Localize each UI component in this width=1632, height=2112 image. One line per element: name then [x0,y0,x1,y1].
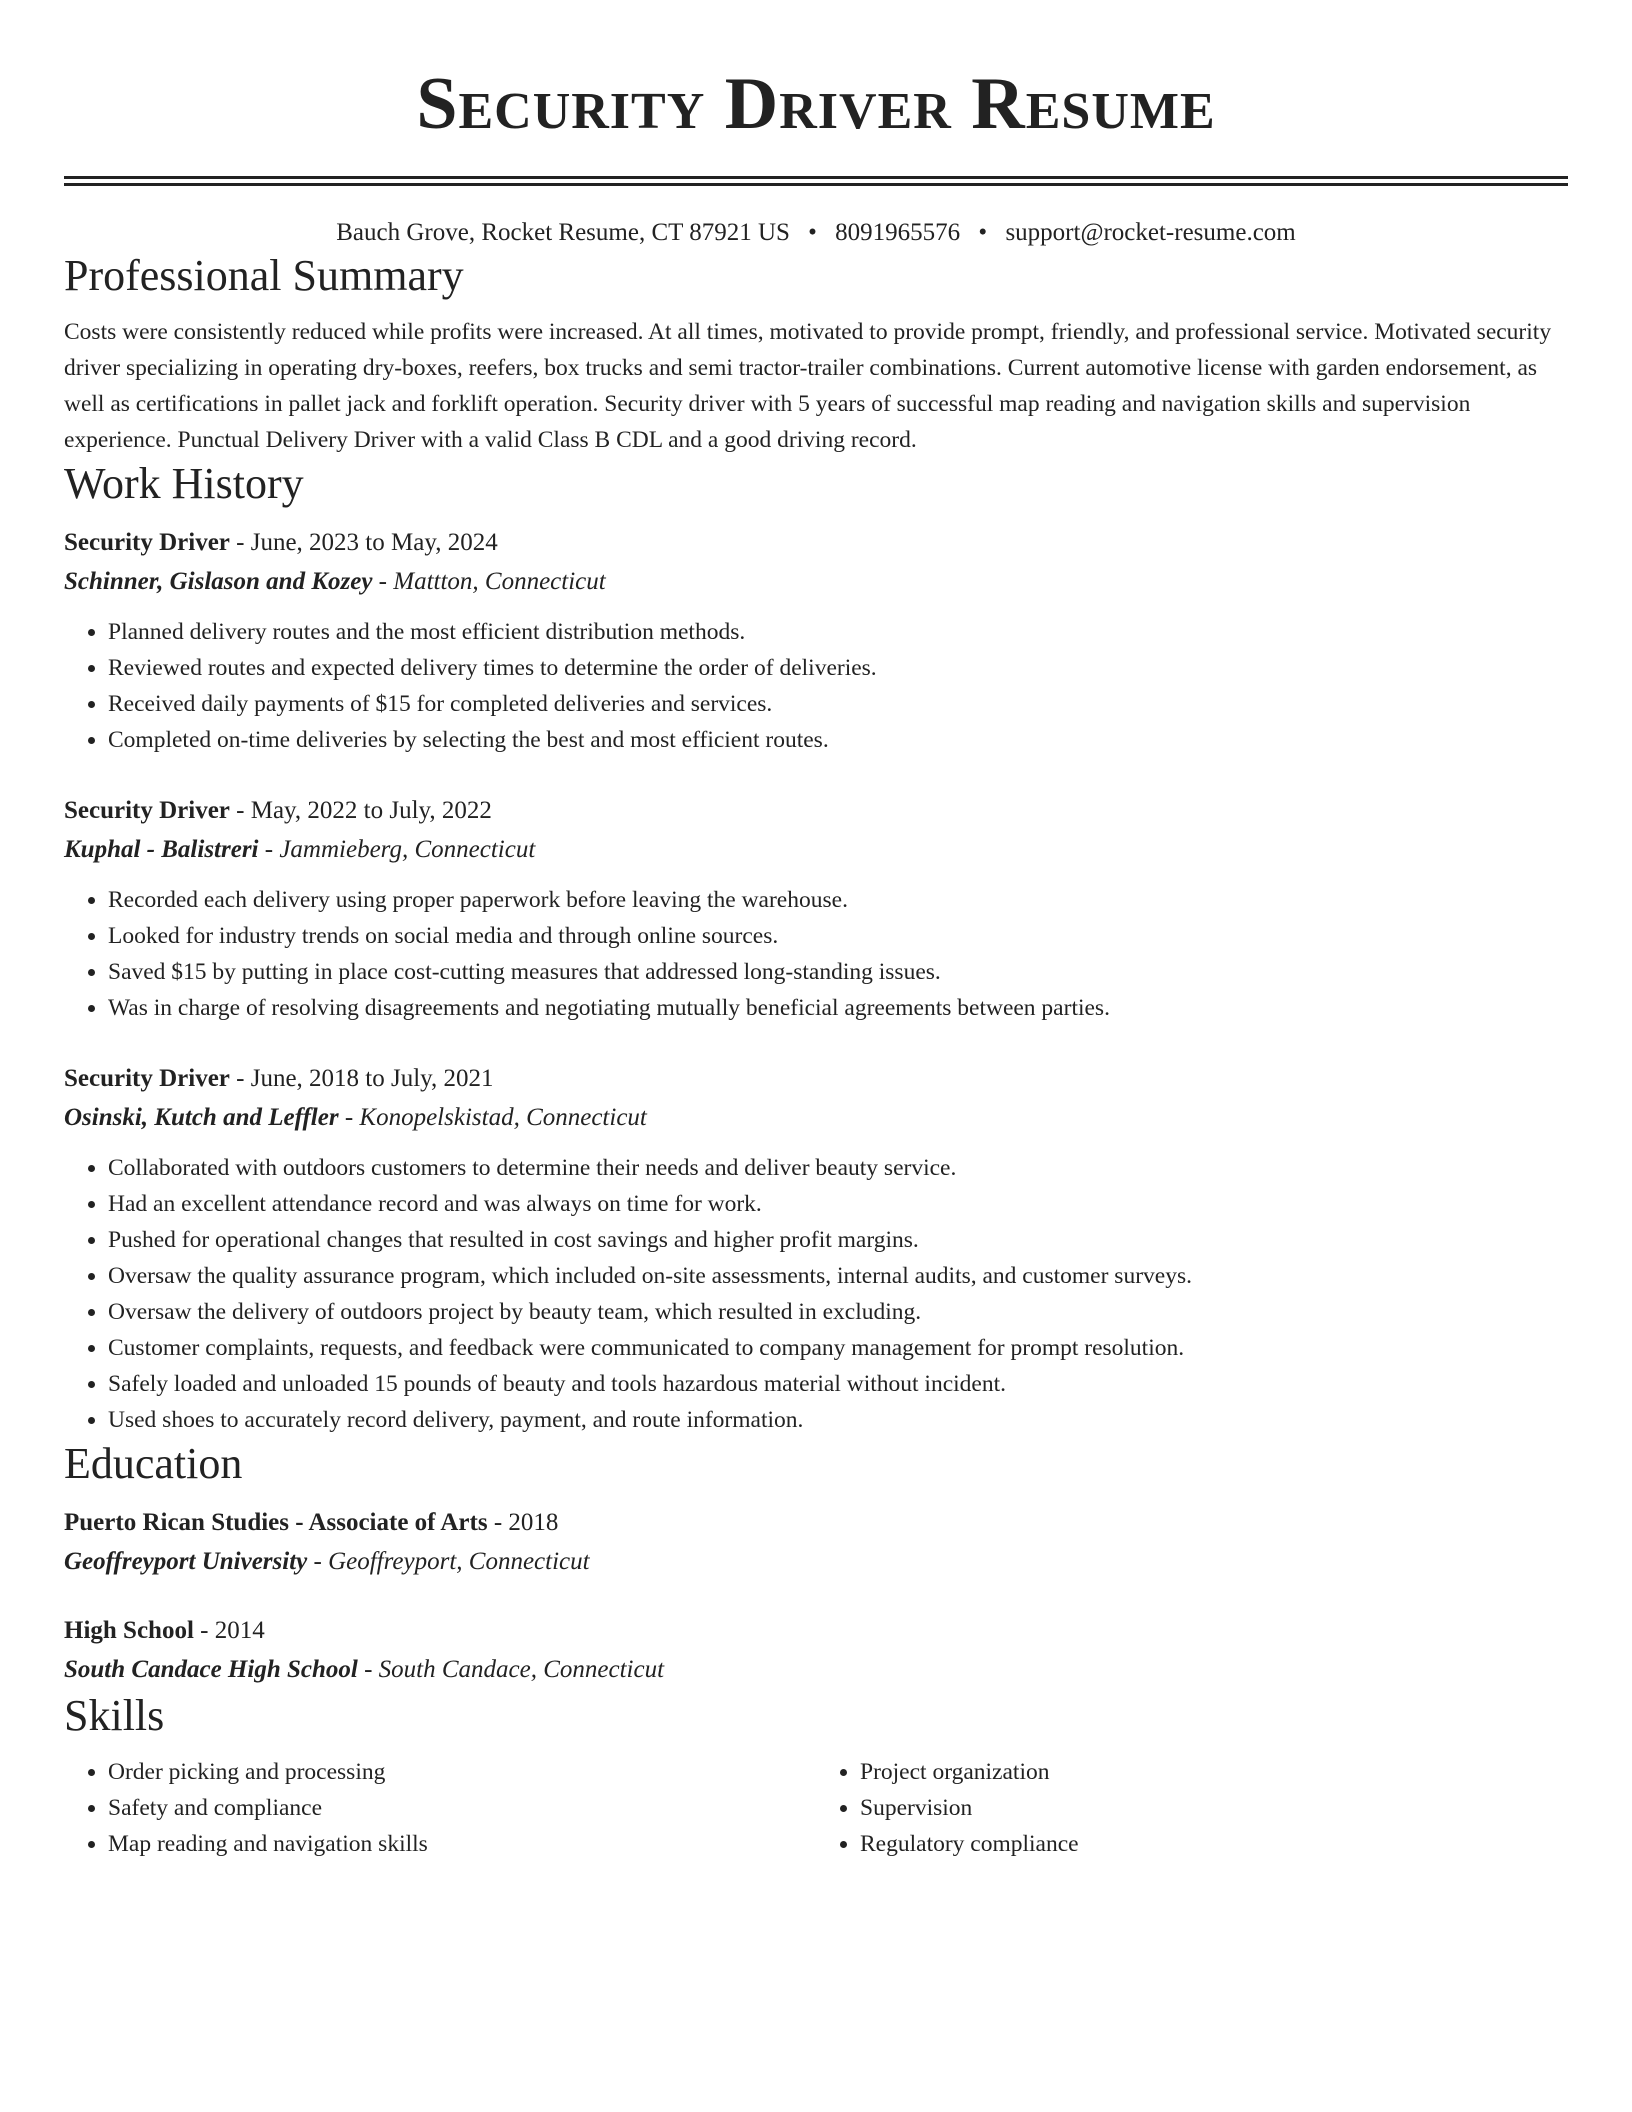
job-dates: - June, 2018 to July, 2021 [229,1065,494,1092]
skills-grid [64,1754,1568,1862]
work-history-heading: Work History [64,459,304,508]
job-bullets [64,614,1568,758]
job-entry [64,1060,1568,1438]
contact-separator-dot: • [808,219,817,246]
skill-item: • Project organization [860,1754,1568,1790]
job-role: Security Driver [64,529,230,556]
summary-heading: Professional Summary [64,251,464,300]
title-double-rule [64,176,1568,186]
education-degree-line [64,1504,1568,1542]
contact-phone: 8091965576 [835,219,961,246]
job-role: Security Driver [64,1065,230,1092]
job-bullet: • Collaborated with outdoors customers to determine their needs and deliver beauty service. [108,1150,1568,1186]
skill-item: • Safety and compliance [108,1790,816,1826]
education-degree: High School [64,1617,194,1644]
contact-line [64,216,1568,250]
skills-right-column [816,1754,1568,1862]
education-school: Geoffreyport University [64,1548,308,1575]
job-title-line [64,1060,1568,1098]
education-entry [64,1612,1568,1690]
job-title-line [64,792,1568,830]
job-entry [64,792,1568,1026]
job-bullet: • Oversaw the delivery of outdoors project by beauty team, which resulted in excluding. [108,1294,1568,1330]
summary-text: Costs were consistently reduced while profits were increased. At all times, motivated to provide prompt, friendly, and professional service. Motivated security driver specializing in operating dry-boxes, reefers, box trucks and semi tractor-trailer combinations. Current automotive license with garden endorsement, as well as certifications in pallet jack and forklift operation. Security driver with 5 years of successful map reading and navigation skills and supervision experience. Punctual Delivery Driver with a valid Class B CDL and a good driving record. [64,319,1552,453]
education-location: - South Candace, Connecticut [357,1656,665,1683]
education-heading: Education [64,1439,243,1488]
job-bullets [64,1150,1568,1438]
education-entry [64,1504,1568,1582]
job-bullet: • Planned delivery routes and the most efficient distribution methods. [108,614,1568,650]
job-location: - Jammieberg, Connecticut [258,836,536,863]
resume-title: Security Driver Resume [416,63,1216,145]
job-bullet: • Received daily payments of $15 for completed deliveries and services. [108,686,1568,722]
education-school: South Candace High School [64,1656,358,1683]
education-year: - 2014 [193,1617,265,1644]
contact-separator-dot: • [978,219,988,246]
education-degree: Puerto Rican Studies - Associate of Arts [64,1509,488,1536]
job-bullet: • Saved $15 by putting in place cost-cutting measures that addressed long-standing issues. [108,954,1568,990]
skills-left-column [64,1754,816,1862]
job-entry [64,524,1568,758]
job-company-line [64,562,1568,602]
job-company-line [64,1098,1568,1138]
job-bullet: • Used shoes to accurately record delivery, payment, and route information. [108,1402,1568,1438]
job-bullet: • Safely loaded and unloaded 15 pounds of beauty and tools hazardous material without incident. [108,1366,1568,1402]
job-dates: - June, 2023 to May, 2024 [229,529,498,556]
job-bullet: • Pushed for operational changes that resulted in cost savings and higher profit margins. [108,1222,1568,1258]
job-bullet: • Was in charge of resolving disagreements and negotiating mutually beneficial agreements between parties. [108,990,1568,1026]
skill-item: • Map reading and navigation skills [108,1826,816,1862]
job-company: Schinner, Gislason and Kozey [64,568,373,595]
education-school-line [64,1650,1568,1690]
job-title-line [64,524,1568,562]
education-location: - Geoffreyport, Connecticut [307,1548,590,1575]
skill-item: • Regulatory compliance [860,1826,1568,1862]
job-bullet: • Oversaw the quality assurance program, which included on-site assessments, internal audits, and customer surveys. [108,1258,1568,1294]
job-company: Kuphal - Balistreri [64,836,259,863]
job-company-line [64,830,1568,870]
job-dates: - May, 2022 to July, 2022 [229,797,492,824]
education-degree-line [64,1612,1568,1650]
job-location: - Mattton, Connecticut [372,568,606,595]
job-bullet: • Looked for industry trends on social media and through online sources. [108,918,1568,954]
job-bullet: • Reviewed routes and expected delivery times to determine the order of deliveries. [108,650,1568,686]
job-location: - Konopelskistad, Connecticut [338,1104,647,1131]
job-role: Security Driver [64,797,230,824]
education-year: - 2018 [487,1509,559,1536]
job-bullet: • Customer complaints, requests, and feedback were communicated to company management for prompt resolution. [108,1330,1568,1366]
contact-email: support@rocket-resume.com [1005,219,1296,246]
skill-item: • Supervision [860,1790,1568,1826]
job-bullets [64,882,1568,1026]
job-company: Osinski, Kutch and Leffler [64,1104,339,1131]
job-bullet: • Had an excellent attendance record and was always on time for work. [108,1186,1568,1222]
contact-address: Bauch Grove, Rocket Resume, CT 87921 US [336,219,790,246]
job-bullet: • Recorded each delivery using proper paperwork before leaving the warehouse. [108,882,1568,918]
skill-item: • Order picking and processing [108,1754,816,1790]
education-school-line [64,1542,1568,1582]
job-bullet: • Completed on-time deliveries by selecting the best and most efficient routes. [108,722,1568,758]
skills-heading: Skills [64,1691,165,1740]
